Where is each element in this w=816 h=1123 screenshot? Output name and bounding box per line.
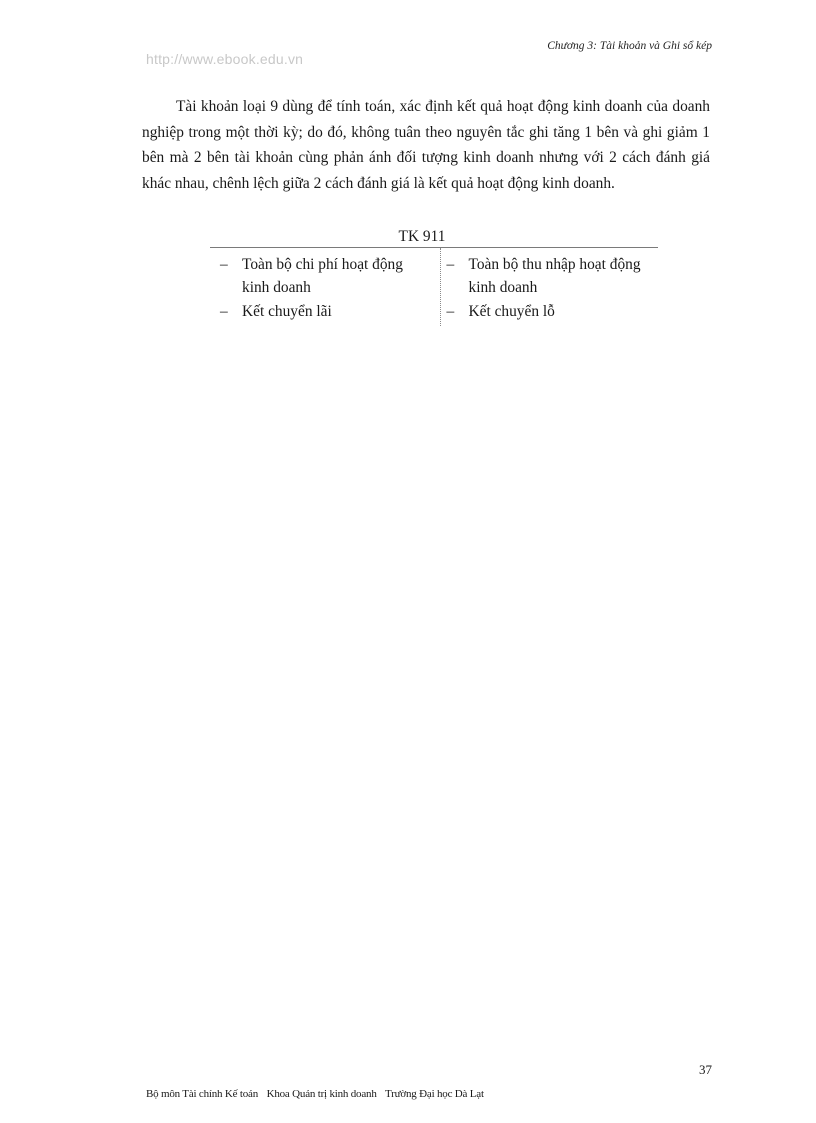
- debit-entry-text: Kết chuyển lãi: [242, 303, 332, 320]
- watermark-url: http://www.ebook.edu.vn: [146, 51, 304, 67]
- entry-dash: –: [220, 303, 228, 320]
- t-account-title: TK 911: [398, 228, 446, 245]
- running-header-title: Chương 3: Tài khoản và Ghi sổ kép: [547, 40, 712, 52]
- page-number: 37: [699, 1062, 712, 1077]
- debit-entry: [220, 301, 432, 324]
- credit-entry-text: Toàn bộ thu nhập hoạt động kinh doanh: [468, 256, 641, 296]
- debit-entry: [220, 254, 432, 299]
- page-footer: [146, 1088, 490, 1100]
- t-account-diagram: [210, 227, 658, 326]
- t-account-credit-side: [440, 248, 659, 326]
- debit-entry-text: Toàn bộ chi phí hoạt động kinh doanh: [242, 256, 403, 296]
- footer-university: Trường Đại học Dà Lạt: [385, 1088, 484, 1100]
- t-account-debit-side: [210, 248, 440, 326]
- entry-dash: –: [220, 256, 228, 273]
- footer-faculty: Khoa Quản trị kinh doanh: [266, 1088, 377, 1100]
- body-paragraph: Tài khoản loại 9 dùng để tính toán, xác định kết quả hoạt động kinh doanh của doanh nghiệp trong một thời kỳ; do đó, không tuân theo nguyên tắc ghi tăng 1 bên và ghi giảm 1 bên mà 2 bên tài khoản cùng phản ánh đối tượng kinh doanh nhưng với 2 cách đánh giá khác nhau, chênh lệch giữa 2 cách đánh giá là kết quả hoạt động kinh doanh.: [142, 98, 710, 193]
- credit-entry: [447, 254, 659, 299]
- credit-entry-text: Kết chuyển lỗ: [468, 303, 555, 320]
- entry-dash: –: [446, 256, 455, 273]
- credit-entry: [447, 301, 659, 324]
- footer-department: Bộ môn Tài chính Kế toán: [146, 1088, 259, 1100]
- t-account-columns: [210, 248, 658, 326]
- entry-dash: –: [446, 303, 455, 320]
